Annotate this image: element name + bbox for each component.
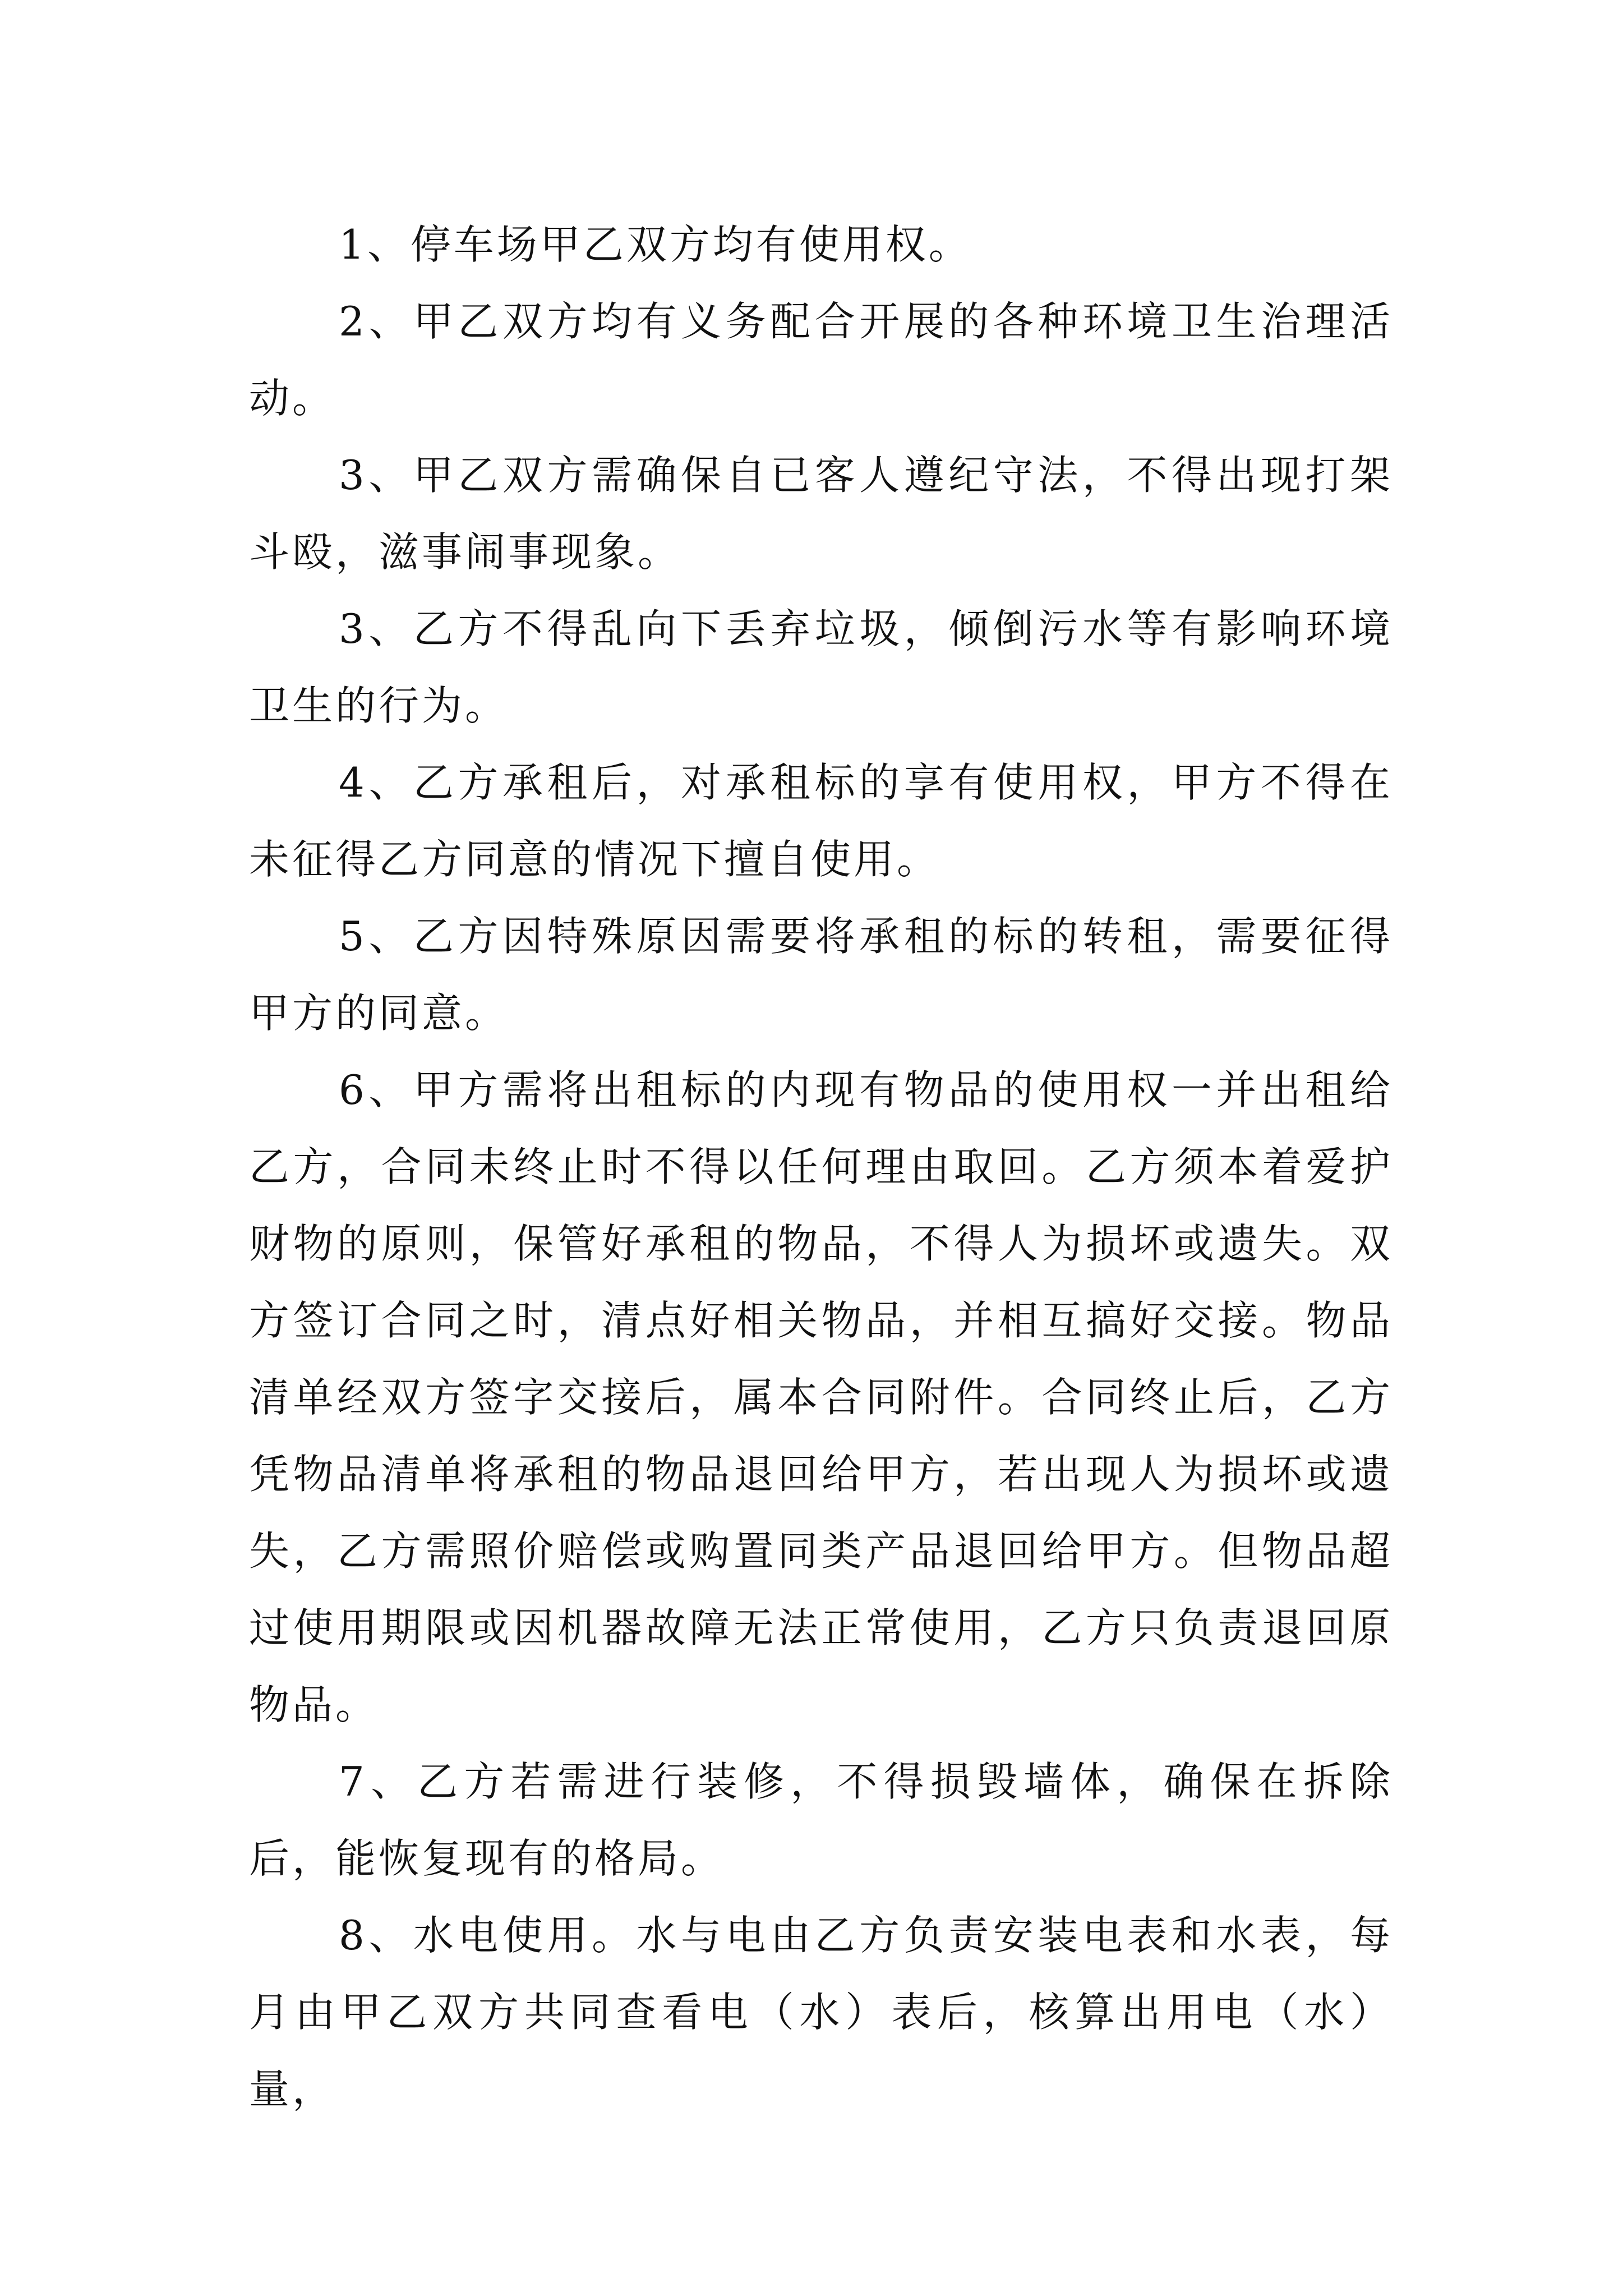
- paragraph-clause-7: 7、乙方若需进行装修，不得损毁墙体，确保在拆除后，能恢复现有的格局。: [249, 1758, 1393, 1882]
- paragraph-clause-4: 4、乙方承租后，对承租标的享有使用权，甲方不得在未征得乙方同意的情况下擅自使用。: [249, 759, 1393, 883]
- paragraph-clause-8: 8、水电使用。水与电由乙方负责安装电表和水表，每月由甲乙双方共同查看电（水）表后，核算出用电（水）量，: [249, 1912, 1393, 2113]
- paragraph-clause-3a: 3、甲乙双方需确保自已客人遵纪守法，不得出现打架斗殴，滋事闹事现象。: [249, 452, 1393, 576]
- paragraph-clause-6: 6、甲方需将出租标的内现有物品的使用权一并出租给乙方，合同未终止时不得以任何理由取回。乙方须本着爱护财物的原则，保管好承租的物品，不得人为损坏或遗失。双方签订合同之时，清点好相关物品，并相互搞好交接。物品清单经双方签字交接后，属本合同附件。合同终止后，乙方凭物品清单将承租的物品退回给甲方，若出现人为损坏或遗失，乙方需照价赔偿或购置同类产品退回给甲方。但物品超过使用期限或因机器故障无法正常使用，乙方只负责退回原物品。: [249, 1066, 1393, 1728]
- paragraph-clause-2: 2、甲乙双方均有义务配合开展的各种环境卫生治理活动。: [249, 298, 1393, 422]
- document-body: [249, 206, 1393, 2128]
- paragraph-clause-3b: 3、乙方不得乱向下丢弃垃圾，倾倒污水等有影响环境卫生的行为。: [249, 605, 1393, 729]
- paragraph-clause-1: 1、停车场甲乙双方均有使用权。: [339, 221, 972, 268]
- paragraph-clause-5: 5、乙方因特殊原因需要将承租的标的转租，需要征得甲方的同意。: [249, 913, 1393, 1037]
